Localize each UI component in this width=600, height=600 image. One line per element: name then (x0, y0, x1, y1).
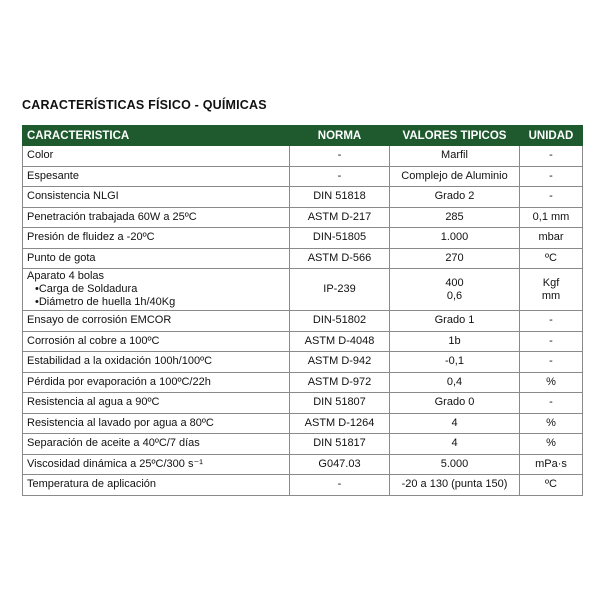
four-ball-value-1: 400 (445, 276, 464, 289)
cell-caracteristica: Separación de aceite a 40ºC/7 días (23, 434, 290, 455)
cell-unidad: ºC (520, 248, 583, 269)
cell-unidad: - (520, 331, 583, 352)
section-title: CARACTERÍSTICAS FÍSICO - QUÍMICAS (22, 98, 267, 112)
cell-caracteristica: Corrosión al cobre a 100ºC (23, 331, 290, 352)
cell-unidad: mbar (520, 228, 583, 249)
cell-caracteristica: Resistencia al agua a 90ºC (23, 393, 290, 414)
table-row (23, 166, 583, 187)
table-row (23, 331, 583, 352)
cell-norma: ASTM D-4048 (290, 331, 390, 352)
cell-unidad: ºC (520, 475, 583, 496)
cell-norma: ASTM D-942 (290, 352, 390, 373)
cell-valor: 1b (390, 331, 520, 352)
cell-caracteristica: Espesante (23, 166, 290, 187)
cell-caracteristica: Temperatura de aplicación (23, 475, 290, 496)
properties-table (22, 125, 583, 496)
cell-caracteristica: Punto de gota (23, 248, 290, 269)
bullet-icon: • (35, 283, 39, 295)
four-ball-sub2 (27, 296, 285, 309)
cell-norma: - (290, 166, 390, 187)
table-row (23, 393, 583, 414)
table-row (23, 352, 583, 373)
cell-norma: IP-239 (290, 269, 390, 311)
cell-caracteristica: Pérdida por evaporación a 100ºC/22h (23, 372, 290, 393)
cell-unidad (520, 269, 583, 311)
table-row (23, 228, 583, 249)
table-row (23, 454, 583, 475)
table-row (23, 434, 583, 455)
cell-norma: DIN 51807 (290, 393, 390, 414)
cell-valor: 270 (390, 248, 520, 269)
cell-valor: Grado 0 (390, 393, 520, 414)
cell-valor: Marfil (390, 146, 520, 167)
table-row (23, 146, 583, 167)
cell-norma: G047.03 (290, 454, 390, 475)
table-header-row (23, 126, 583, 146)
cell-valor: 0,4 (390, 372, 520, 393)
cell-norma: ASTM D-217 (290, 207, 390, 228)
four-ball-sub1-text: Carga de Soldadura (38, 283, 138, 295)
cell-valor: Grado 2 (390, 187, 520, 208)
cell-norma: DIN 51817 (290, 434, 390, 455)
cell-unidad: - (520, 393, 583, 414)
cell-norma: - (290, 146, 390, 167)
header-norma: NORMA (290, 126, 390, 146)
four-ball-sub1 (27, 283, 285, 296)
cell-caracteristica: Consistencia NLGI (23, 187, 290, 208)
table-row (23, 413, 583, 434)
cell-unidad: - (520, 311, 583, 332)
header-caracteristica: CARACTERISTICA (23, 126, 290, 146)
cell-unidad: - (520, 166, 583, 187)
bullet-icon: • (35, 296, 39, 308)
cell-unidad: mPa·s (520, 454, 583, 475)
table-row (23, 187, 583, 208)
cell-valor: -0,1 (390, 352, 520, 373)
cell-caracteristica: Ensayo de corrosión EMCOR (23, 311, 290, 332)
cell-unidad: - (520, 352, 583, 373)
cell-norma: DIN 51818 (290, 187, 390, 208)
four-ball-label: Aparato 4 bolas (27, 270, 105, 282)
four-ball-sub2-text: Diámetro de huella 1h/40Kg (38, 296, 176, 308)
four-ball-unit-2: mm (541, 289, 561, 302)
table-row (23, 311, 583, 332)
cell-valor: 4 (390, 434, 520, 455)
cell-caracteristica: Viscosidad dinámica a 25ºC/300 s⁻¹ (23, 454, 290, 475)
table-row (23, 248, 583, 269)
cell-valor: -20 a 130 (punta 150) (390, 475, 520, 496)
four-ball-unit-1: Kgf (542, 276, 560, 289)
cell-unidad: - (520, 146, 583, 167)
cell-valor: 285 (390, 207, 520, 228)
cell-unidad: % (520, 413, 583, 434)
table-row (23, 207, 583, 228)
cell-norma: DIN-51805 (290, 228, 390, 249)
cell-caracteristica: Penetración trabajada 60W a 25ºC (23, 207, 290, 228)
table-row-four-ball (23, 269, 583, 311)
cell-valor: 5.000 (390, 454, 520, 475)
cell-valor: 1.000 (390, 228, 520, 249)
cell-norma: ASTM D-972 (290, 372, 390, 393)
cell-valor: Complejo de Aluminio (390, 166, 520, 187)
four-ball-value-2: 0,6 (446, 289, 463, 302)
header-unidad: UNIDAD (520, 126, 583, 146)
cell-norma: - (290, 475, 390, 496)
cell-caracteristica (23, 269, 290, 311)
cell-unidad: % (520, 434, 583, 455)
cell-norma: ASTM D-1264 (290, 413, 390, 434)
cell-valor (390, 269, 520, 311)
cell-unidad: 0,1 mm (520, 207, 583, 228)
cell-norma: ASTM D-566 (290, 248, 390, 269)
cell-valor: 4 (390, 413, 520, 434)
cell-unidad: - (520, 187, 583, 208)
cell-caracteristica: Estabilidad a la oxidación 100h/100ºC (23, 352, 290, 373)
table-row (23, 475, 583, 496)
cell-norma: DIN-51802 (290, 311, 390, 332)
cell-caracteristica: Resistencia al lavado por agua a 80ºC (23, 413, 290, 434)
cell-valor: Grado 1 (390, 311, 520, 332)
cell-unidad: % (520, 372, 583, 393)
header-valores: VALORES TIPICOS (390, 126, 520, 146)
table-row (23, 372, 583, 393)
cell-caracteristica: Color (23, 146, 290, 167)
cell-caracteristica: Presión de fluidez a -20ºC (23, 228, 290, 249)
